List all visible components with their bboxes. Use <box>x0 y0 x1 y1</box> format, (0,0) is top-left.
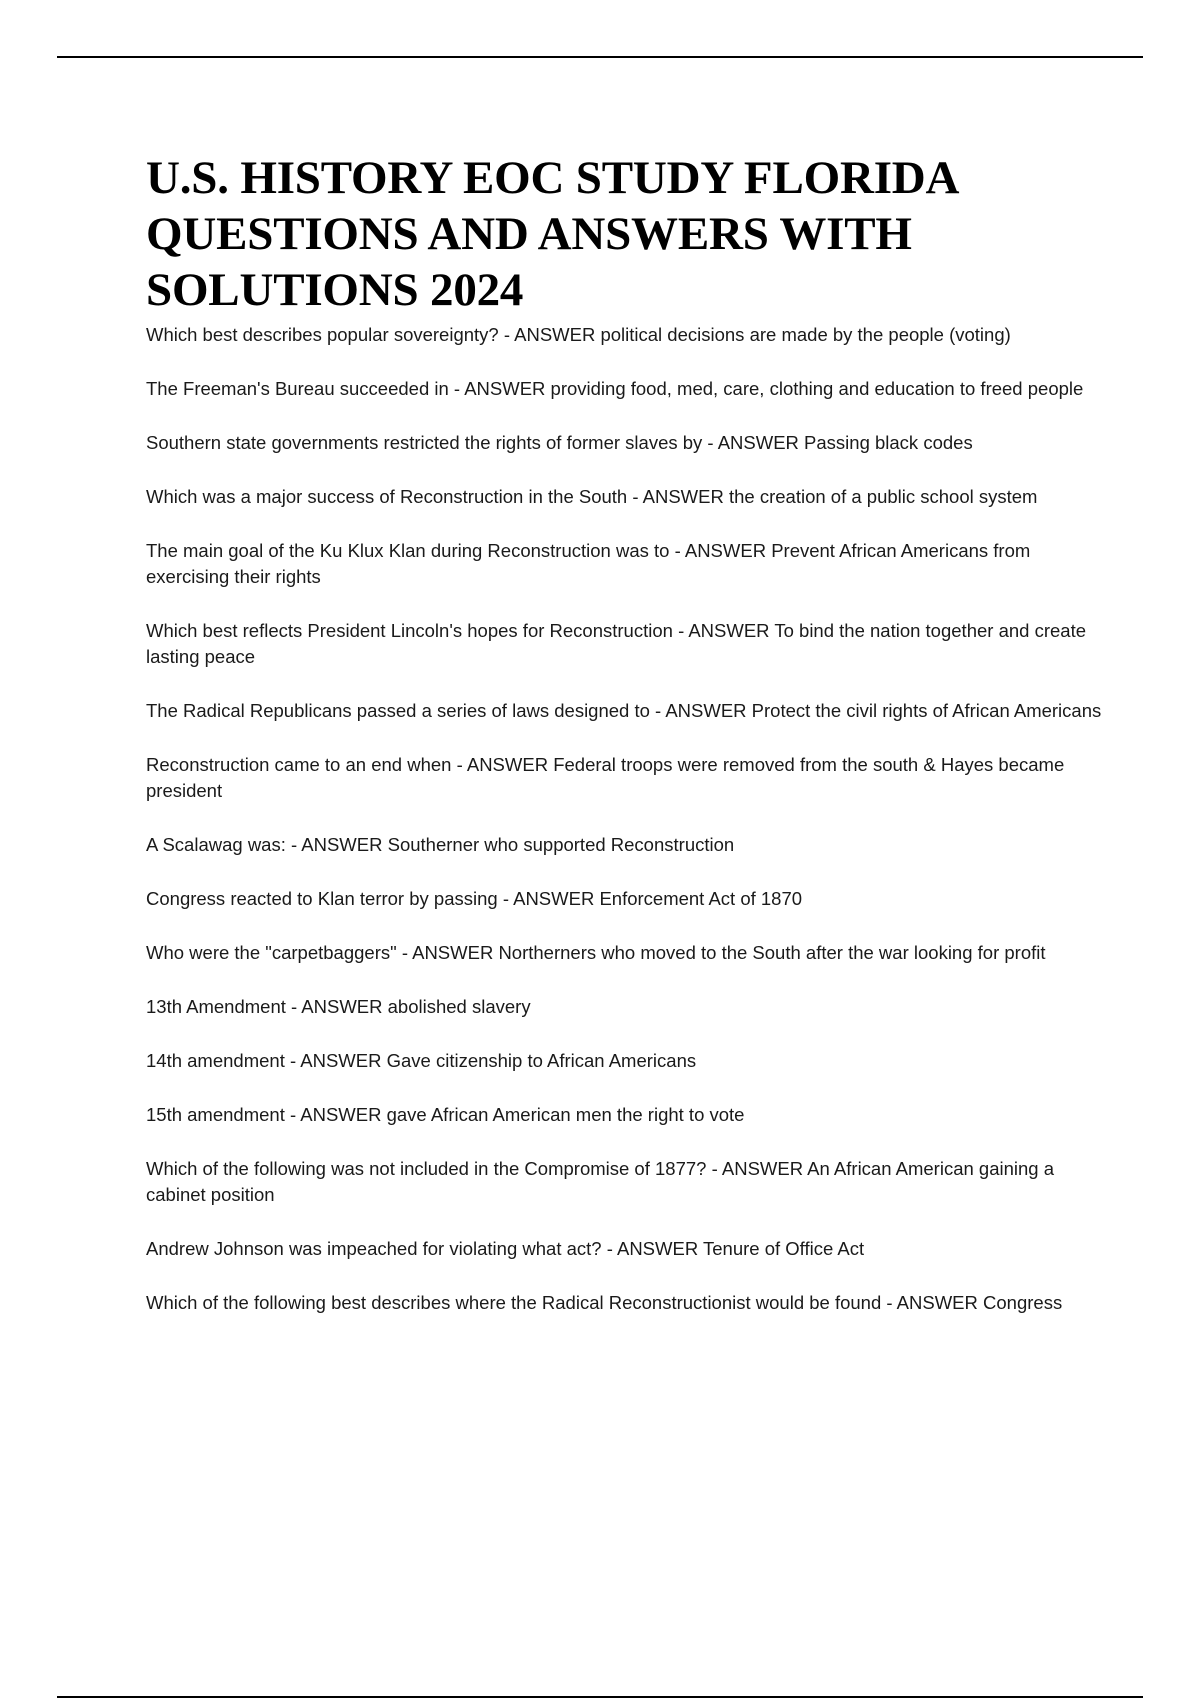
qa-item: Reconstruction came to an end when - ANSWER Federal troops were removed from the south & Hayes became president <box>146 754 1065 801</box>
qa-item: 15th amendment - ANSWER gave African American men the right to vote <box>146 1104 745 1125</box>
document-title: U.S. HISTORY EOC STUDY FLORIDA QUESTIONS AND ANSWERS WITH SOLUTIONS 2024 <box>146 152 957 316</box>
qa-item: 13th Amendment - ANSWER abolished slavery <box>146 996 531 1017</box>
qa-item: Congress reacted to Klan terror by passing - ANSWER Enforcement Act of 1870 <box>146 888 803 909</box>
qa-item: The Freeman's Bureau succeeded in - ANSWER providing food, med, care, clothing and education to freed people <box>146 378 1084 399</box>
qa-item: Andrew Johnson was impeached for violating what act? - ANSWER Tenure of Office Act <box>146 1238 865 1259</box>
top-divider <box>57 56 1143 58</box>
qa-list <box>146 322 1106 1316</box>
qa-item: Who were the "carpetbaggers" - ANSWER Northerners who moved to the South after the war looking for profit <box>146 942 1046 963</box>
bottom-divider <box>57 1696 1143 1698</box>
qa-item: The main goal of the Ku Klux Klan during Reconstruction was to - ANSWER Prevent African Americans from exercising their rights <box>146 540 1031 587</box>
qa-item: A Scalawag was: - ANSWER Southerner who supported Reconstruction <box>146 834 735 855</box>
qa-item: Which was a major success of Reconstruction in the South - ANSWER the creation of a public school system <box>146 486 1038 507</box>
document-body <box>146 150 1106 1344</box>
qa-item: Which of the following best describes where the Radical Reconstructionist would be found - ANSWER Congress <box>146 1292 1063 1313</box>
qa-item: Which of the following was not included in the Compromise of 1877? - ANSWER An African American gaining a cabinet position <box>146 1158 1054 1205</box>
qa-item: Which best describes popular sovereignty? - ANSWER political decisions are made by the people (voting) <box>146 324 1011 345</box>
qa-item: Southern state governments restricted the rights of former slaves by - ANSWER Passing black codes <box>146 432 973 453</box>
qa-item: 14th amendment - ANSWER Gave citizenship to African Americans <box>146 1050 697 1071</box>
qa-item: The Radical Republicans passed a series of laws designed to - ANSWER Protect the civil rights of African Americans <box>146 700 1102 721</box>
qa-item: Which best reflects President Lincoln's hopes for Reconstruction - ANSWER To bind the nation together and create lasting peace <box>146 620 1086 667</box>
